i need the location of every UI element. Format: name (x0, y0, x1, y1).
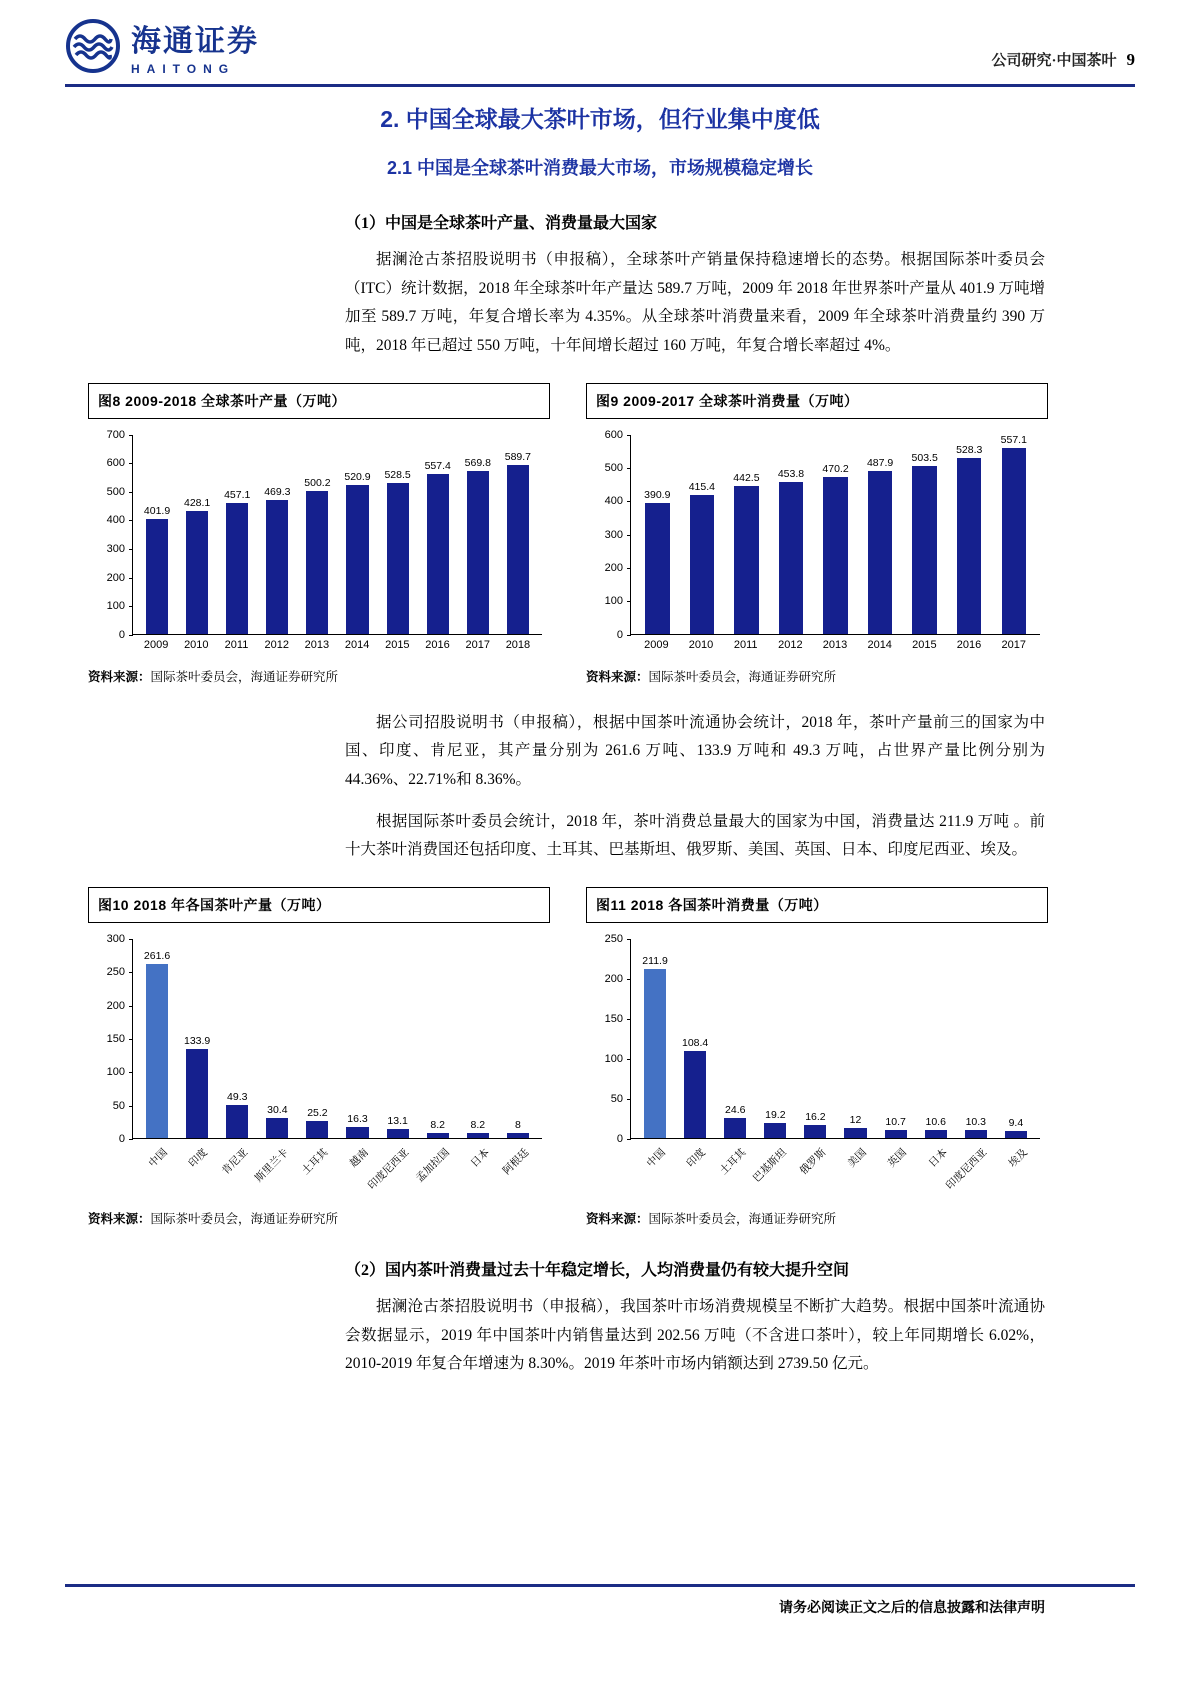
bar-value-label: 453.8 (777, 468, 805, 481)
x-axis-label: 阿根廷 (501, 1146, 532, 1178)
bar (912, 466, 937, 634)
bar-slot (137, 950, 177, 1138)
x-axis-label: 2012 (778, 638, 803, 651)
bar-slot (378, 1115, 418, 1138)
source-label: 资料来源： (586, 669, 649, 684)
x-axis-label: 肯尼亚 (219, 1146, 251, 1178)
heading-point-1: （1）中国是全球茶叶产量、消费量最大国家 (345, 215, 658, 232)
figure-10 (88, 887, 550, 1227)
bar (823, 477, 848, 634)
bar (186, 511, 208, 633)
bar-value-label: 10.3 (965, 1115, 987, 1128)
bar-value-label: 8 (514, 1118, 521, 1131)
x-axis-label: 日本 (468, 1146, 492, 1170)
x-axis-label: 俄罗斯 (798, 1146, 829, 1178)
bar-slot (635, 955, 675, 1139)
x-axis-labels (630, 635, 1040, 651)
figure-8-source (88, 667, 550, 685)
logo-subtitle: HAITONG (131, 62, 236, 76)
text-block-3 (345, 1257, 1045, 1379)
x-axis-label: 2009 (143, 638, 169, 651)
figure-11-title: 图11 2018 各国茶叶消费量（万吨） (586, 887, 1048, 923)
figure-10-title: 图10 2018 年各国茶叶产量（万吨） (88, 887, 550, 923)
bar (346, 1127, 368, 1138)
haitong-logo (65, 16, 259, 76)
x-axis-label: 2016 (425, 638, 450, 651)
bar (387, 483, 409, 634)
bar-slot (498, 451, 538, 633)
figure-9-source (586, 667, 1048, 685)
bar (764, 1123, 786, 1138)
bar-slot (257, 486, 297, 634)
bar-slot (337, 1113, 377, 1138)
x-axis-label: 印度 (186, 1146, 211, 1170)
x-axis-label: 2011 (224, 638, 249, 651)
bar (467, 471, 489, 634)
bar-slot (297, 477, 337, 634)
bar (427, 474, 449, 633)
x-axis-label: 日本 (926, 1146, 950, 1170)
y-axis-tick-label: 50 (112, 1099, 125, 1112)
bar-chart-global-production (88, 428, 550, 651)
y-axis-tick-label: 150 (106, 1033, 125, 1046)
bar-value-label: 10.7 (885, 1115, 906, 1128)
source-label: 资料来源： (88, 669, 151, 684)
bar-slot (297, 1107, 337, 1138)
y-axis-tick-mark (129, 1139, 133, 1140)
x-axis-label: 中国 (644, 1146, 669, 1170)
y-axis-tick-label: 0 (616, 628, 623, 641)
bars-group (631, 435, 1040, 634)
bar-value-label: 8.2 (430, 1118, 445, 1131)
bar-value-label: 16.3 (347, 1113, 368, 1126)
bar-value-label: 133.9 (184, 1034, 211, 1047)
y-axis-tick-label: 250 (604, 933, 623, 946)
bar-value-label: 390.9 (644, 489, 671, 502)
bar (1002, 448, 1027, 634)
y-axis-tick-label: 700 (106, 428, 125, 441)
bar-slot (217, 489, 257, 634)
bar-chart-global-consumption (586, 428, 1048, 651)
x-axis-label: 2012 (264, 638, 289, 651)
bar-slot (956, 1116, 996, 1138)
y-axis-tick-label: 100 (604, 1053, 623, 1066)
bar-slot (418, 1119, 458, 1138)
x-axis-labels (132, 1139, 542, 1193)
bar-value-label: 401.9 (143, 504, 171, 517)
bar-slot (813, 463, 858, 634)
bar (724, 1118, 746, 1138)
bar (387, 1129, 409, 1138)
y-axis-tick-label: 0 (616, 1133, 623, 1146)
bar-value-label: 470.2 (822, 462, 849, 475)
bar-slot (996, 1117, 1036, 1139)
figure-9-title: 图9 2009-2017 全球茶叶消费量（万吨） (586, 383, 1048, 419)
x-axis-labels (132, 635, 542, 651)
bar (507, 1133, 529, 1138)
logo-title: 海通证券 (131, 25, 259, 58)
bar (226, 1105, 248, 1138)
chart-plot-area (106, 428, 542, 641)
bar-slot (675, 1037, 715, 1138)
y-axis-tick-label: 200 (604, 562, 623, 575)
y-axis-tick-mark (129, 635, 133, 636)
bar-value-label: 457.1 (224, 489, 251, 502)
y-axis-tick-label: 200 (106, 571, 125, 584)
bar-value-label: 442.5 (733, 472, 760, 485)
bar-value-label: 428.1 (184, 497, 211, 510)
y-axis-tick-label: 300 (106, 542, 125, 555)
x-axis-label: 2018 (505, 638, 531, 651)
bar-slot (680, 481, 725, 633)
figure-10-source (88, 1209, 550, 1227)
bar-slot (724, 472, 769, 634)
bar-value-label: 503.5 (911, 451, 938, 464)
bar-slot (876, 1116, 916, 1139)
bar (146, 519, 168, 634)
bar (734, 486, 759, 634)
bar (146, 964, 168, 1138)
page-number: 9 (1126, 50, 1135, 69)
bar-value-label: 24.6 (725, 1104, 746, 1117)
bar (186, 1049, 208, 1138)
bar-chart-country-consumption (586, 933, 1048, 1193)
bar-value-label: 557.1 (1000, 434, 1027, 446)
source-text: 国际茶叶委员会，海通证券研究所 (648, 1212, 837, 1227)
heading-point-2: （2）国内茶叶消费量过去十年稳定增长，人均消费量仍有较大提升空间 (345, 1262, 850, 1280)
subsection-title: 2.1 中国是全球茶叶消费最大市场，市场规模稳定增长 (386, 158, 814, 178)
bar (868, 471, 893, 634)
x-axis-label: 美国 (845, 1146, 870, 1170)
bar-slot (217, 1091, 257, 1138)
bar-value-label: 520.9 (344, 470, 371, 483)
bar-slot (458, 457, 498, 634)
bar-slot (916, 1116, 956, 1138)
x-axis-label: 2013 (304, 638, 330, 651)
bar (644, 969, 666, 1139)
bar (804, 1125, 826, 1138)
bars-group (631, 939, 1040, 1138)
chart-plot-area (106, 933, 542, 1146)
y-axis-tick-mark (627, 1139, 631, 1140)
bar-slot (992, 434, 1037, 634)
bar (645, 503, 670, 633)
chart-plot-area (604, 933, 1040, 1146)
bar (1005, 1131, 1027, 1139)
bar-value-label: 487.9 (866, 457, 894, 470)
bar-value-label: 49.3 (227, 1091, 248, 1104)
paragraph: 据澜沧古茶招股说明书（申报稿），我国茶叶市场消费规模呈不断扩大趋势。根据中国茶叶流通协会数据显示，2019 年中国茶叶内销售量达到 202.56 万吨（不含进口茶叶），较上年同期增长 6.02%，2010-2019 年复合年增速为 8.30%。2019 年茶叶市场内销额达到 2739.50 亿元。 (345, 1298, 1045, 1373)
y-axis-tick-label: 400 (106, 514, 125, 527)
x-axis-label: 2014 (344, 638, 370, 651)
bar-slot (177, 497, 217, 633)
bar-value-label: 9.4 (1008, 1116, 1024, 1129)
report-category: 公司研究·中国茶叶 (991, 53, 1117, 69)
figure-11-source (586, 1209, 1048, 1227)
x-axis-label: 埃及 (1006, 1146, 1030, 1170)
bar (925, 1130, 947, 1138)
y-axis-tick-label: 600 (604, 428, 623, 441)
bar-slot (902, 452, 947, 634)
bar-value-label: 589.7 (504, 451, 532, 464)
x-axis-label: 斯里兰卡 (252, 1146, 291, 1185)
y-axis-tick-label: 500 (106, 485, 125, 498)
text-block-1 (345, 210, 1045, 361)
bar (427, 1133, 449, 1138)
x-axis-label: 2015 (385, 638, 410, 651)
x-axis-label: 2013 (822, 638, 848, 651)
bar-slot (418, 460, 458, 633)
bar-value-label: 211.9 (642, 954, 668, 967)
bar-slot (337, 471, 377, 634)
y-axis-tick-label: 600 (106, 457, 125, 470)
x-axis-label: 2014 (867, 638, 892, 651)
bar-slot (835, 1114, 875, 1138)
bar (467, 1133, 489, 1138)
figure-8-title: 图8 2009-2018 全球茶叶产量（万吨） (88, 383, 550, 419)
y-axis-tick-label: 200 (604, 973, 623, 986)
x-axis-label: 2017 (465, 638, 490, 651)
y-axis-tick-label: 100 (106, 1066, 125, 1079)
bar-slot (257, 1104, 297, 1138)
bar-value-label: 500.2 (304, 476, 331, 489)
x-axis-label: 土耳其 (300, 1146, 331, 1178)
x-axis-label: 巴基斯坦 (750, 1146, 789, 1185)
bar (684, 1051, 706, 1138)
x-axis-label: 土耳其 (717, 1146, 749, 1178)
bars-group (133, 435, 542, 634)
bar (306, 1121, 328, 1138)
bar (266, 500, 288, 634)
bar-value-label: 528.5 (384, 468, 411, 481)
bar-slot (755, 1109, 795, 1138)
bar-value-label: 8.2 (470, 1118, 486, 1131)
y-axis-tick-label: 200 (106, 999, 125, 1012)
x-axis-label: 2016 (956, 638, 982, 651)
footer-disclaimer: 请务必阅读正文之后的信息披露和法律声明 (779, 1601, 1045, 1616)
x-axis-label: 越南 (347, 1146, 372, 1170)
bar-slot (715, 1104, 755, 1138)
bar-value-label: 19.2 (765, 1108, 786, 1121)
bar (507, 465, 529, 633)
x-axis-label: 2011 (733, 638, 758, 651)
x-axis-label: 2010 (688, 638, 714, 651)
bar-slot (795, 1111, 835, 1138)
bar-value-label: 10.6 (925, 1115, 946, 1128)
bar-chart-country-production (88, 933, 550, 1193)
page-footer (60, 1584, 1140, 1617)
bar (306, 491, 328, 634)
figure-8 (88, 383, 550, 685)
y-axis-tick-mark (627, 635, 631, 636)
source-label: 资料来源： (586, 1212, 649, 1227)
bar-value-label: 12 (849, 1114, 862, 1127)
bar-value-label: 108.4 (682, 1037, 709, 1050)
haitong-emblem-icon (65, 18, 121, 74)
bar (957, 458, 982, 634)
bar-value-label: 415.4 (688, 481, 715, 494)
bar-slot (769, 468, 814, 633)
source-label: 资料来源： (88, 1212, 151, 1227)
bar (965, 1130, 987, 1138)
y-axis-tick-label: 0 (118, 1133, 125, 1146)
x-axis-label: 2010 (184, 638, 209, 651)
bar (779, 482, 804, 633)
y-axis-tick-label: 250 (106, 966, 125, 979)
bar-value-label: 261.6 (143, 949, 171, 962)
bar-value-label: 469.3 (264, 485, 291, 498)
source-text: 国际茶叶委员会，海通证券研究所 (150, 1212, 339, 1227)
footer-rule (65, 1584, 1135, 1587)
y-axis-tick-label: 50 (610, 1093, 623, 1106)
x-axis-label: 中国 (146, 1146, 171, 1170)
bar-slot (177, 1035, 217, 1138)
y-axis-tick-label: 300 (604, 528, 623, 541)
logo-text (131, 16, 259, 76)
source-text: 国际茶叶委员会，海通证券研究所 (150, 669, 339, 684)
paragraph: 据澜沧古茶招股说明书（申报稿），全球茶叶产销量保持稳速增长的态势。根据国际茶叶委员会（ITC）统计数据，2018 年全球茶叶年产量达 589.7 万吨，2009 年 2018 年世界茶叶产量从 401.9 万吨增加至 589.7 万吨，年复合增长率为 4.35%。从全球茶叶消费量来看，2009 年全球茶叶消费量约 390 万吨，2018 年已超过 550 万吨，十年间增长超过 160 万吨，年复合增长率超过 4%。 (345, 251, 1045, 355)
figure-11 (586, 887, 1048, 1227)
y-axis-tick-label: 100 (106, 600, 125, 613)
bar-slot (498, 1119, 538, 1138)
figures-row-1 (88, 383, 1048, 685)
paragraph: 根据国际茶叶委员会统计，2018 年，茶叶消费总量最大的国家为中国，消费量达 211.9 万吨 。前十大茶叶消费国还包括印度、土耳其、巴基斯坦、俄罗斯、美国、英国、日本、印度尼西亚、埃及。 (345, 812, 1045, 859)
bar-value-label: 25.2 (307, 1107, 328, 1120)
x-axis-labels (630, 1139, 1040, 1193)
bar (690, 495, 715, 633)
bar (885, 1130, 907, 1139)
figures-row-2 (88, 887, 1048, 1227)
bar-slot (458, 1119, 498, 1138)
x-axis-label: 2017 (1001, 638, 1026, 651)
y-axis-tick-label: 100 (604, 595, 623, 608)
bar-slot (378, 469, 418, 634)
y-axis-tick-label: 0 (118, 628, 125, 641)
bar-value-label: 16.2 (805, 1111, 826, 1124)
bar-value-label: 557.4 (424, 460, 451, 473)
x-axis-label: 2015 (912, 638, 937, 651)
x-axis-label: 英国 (885, 1146, 910, 1170)
source-text: 国际茶叶委员会，海通证券研究所 (648, 669, 837, 684)
bar-value-label: 528.3 (956, 443, 983, 456)
bar-value-label: 13.1 (387, 1115, 408, 1128)
y-axis-tick-label: 150 (604, 1013, 623, 1026)
header-rule (65, 84, 1135, 87)
x-axis-label: 印度尼西亚 (944, 1146, 990, 1193)
bar (844, 1128, 866, 1138)
bar (226, 503, 248, 634)
x-axis-label: 孟加拉国 (413, 1146, 452, 1185)
bar-slot (858, 457, 903, 634)
x-axis-label: 印度 (684, 1146, 709, 1170)
x-axis-label: 2009 (644, 638, 669, 651)
paragraph: 据公司招股说明书（申报稿），根据中国茶叶流通协会统计，2018 年，茶叶产量前三的国家为中国、印度、肯尼亚，其产量分别为 261.6 万吨、133.9 万吨和 49.3 万吨，占世界产量比例分别为 44.36%、22.71%和 8.36%。 (345, 713, 1045, 789)
bar-slot (947, 444, 992, 634)
figure-9 (586, 383, 1048, 685)
x-axis-label: 印度尼西亚 (365, 1146, 412, 1193)
y-axis-tick-label: 500 (604, 462, 623, 475)
bar-value-label: 30.4 (267, 1103, 288, 1116)
bar (346, 485, 368, 634)
y-axis-tick-label: 400 (604, 495, 623, 508)
chart-plot-area (604, 428, 1040, 641)
header-meta (991, 49, 1135, 76)
section-title: 2. 中国全球最大茶叶市场，但行业集中度低 (380, 106, 820, 132)
bar (266, 1118, 288, 1138)
bars-group (133, 939, 542, 1138)
page-header (60, 0, 1140, 84)
bar-value-label: 569.8 (464, 456, 491, 469)
bar-slot (635, 489, 680, 633)
bar-slot (137, 505, 177, 634)
text-block-2 (345, 709, 1045, 865)
y-axis-tick-label: 300 (106, 933, 125, 946)
